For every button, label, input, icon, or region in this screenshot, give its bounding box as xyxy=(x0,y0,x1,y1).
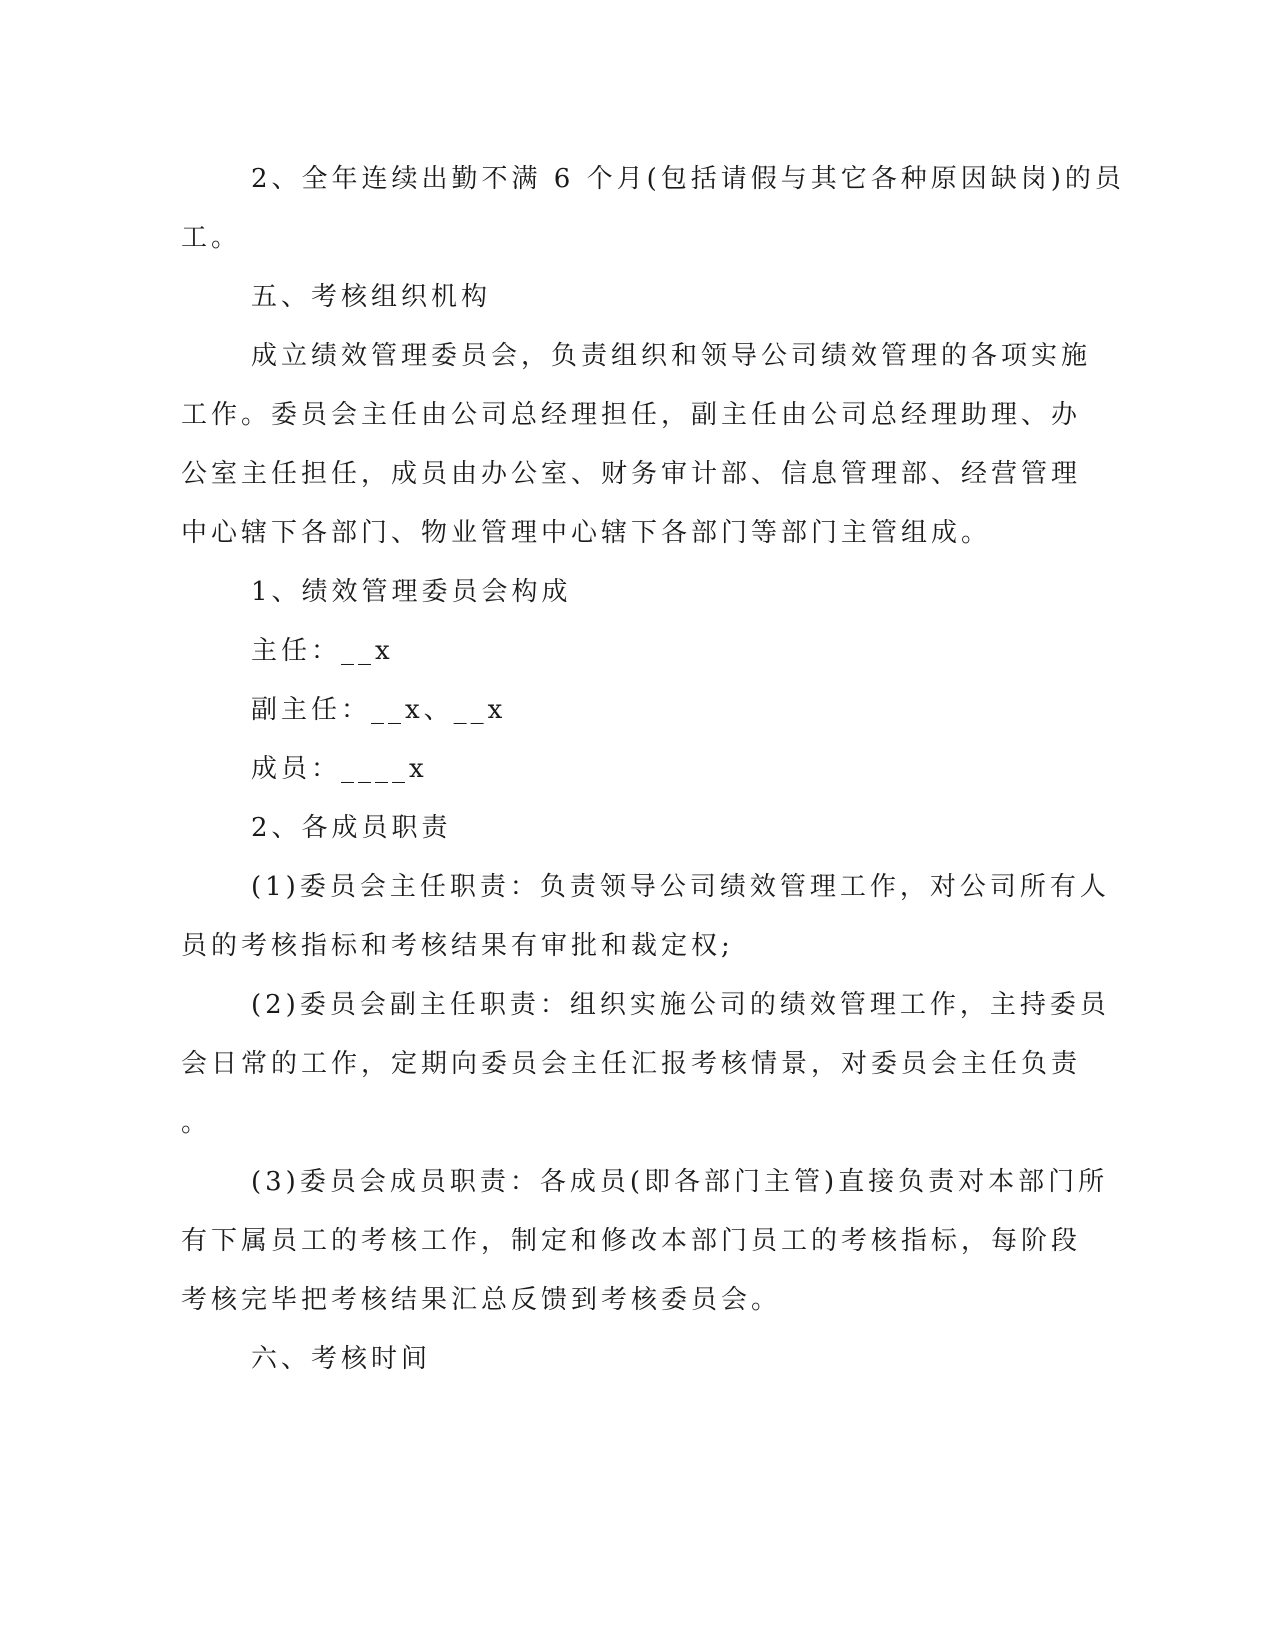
heading-text: 六、考核时间 xyxy=(251,1344,432,1374)
field-director xyxy=(181,622,1031,681)
subheading-committee-composition xyxy=(181,563,1031,622)
field-deputy-director xyxy=(181,681,1031,740)
text-line: (3)委员会成员职责：各成员(即各部门主管)直接负责对本部门所 xyxy=(251,1167,1109,1197)
text-line: 2、全年连续出勤不满 6 个月(包括请假与其它各种原因缺岗)的员 xyxy=(251,164,1125,194)
text-line: 公室主任担任，成员由办公室、财务审计部、信息管理部、经营管理 xyxy=(181,459,1082,489)
field-text: 成员：____x xyxy=(251,754,428,784)
section-heading-organization xyxy=(181,268,1031,327)
text-line: 员的考核指标和考核结果有审批和裁定权; xyxy=(181,931,734,961)
field-text: 主任：__x xyxy=(251,636,394,666)
field-members xyxy=(181,740,1031,799)
text-line: 工作。委员会主任由公司总经理担任，副主任由公司总经理助理、办 xyxy=(181,400,1082,430)
paragraph-director-duties xyxy=(181,858,1110,976)
paragraph-deputy-duties xyxy=(181,976,1110,1153)
text-line: 有下属员工的考核工作，制定和修改本部门员工的考核指标，每阶段 xyxy=(181,1226,1082,1256)
subheading-text: 2、各成员职责 xyxy=(251,813,452,843)
field-text: 副主任：__x、__x xyxy=(251,695,507,725)
document-body xyxy=(181,150,1125,1389)
subheading-member-duties xyxy=(181,799,1031,858)
text-line: (2)委员会副主任职责：组织实施公司的绩效管理工作，主持委员 xyxy=(251,990,1110,1020)
text-line: 工。 xyxy=(181,223,242,253)
text-line: 会日常的工作，定期向委员会主任汇报考核情景，对委员会主任负责 xyxy=(181,1049,1082,1079)
subheading-text: 1、绩效管理委员会构成 xyxy=(251,577,572,607)
text-line: 成立绩效管理委员会，负责组织和领导公司绩效管理的各项实施 xyxy=(251,341,1092,371)
paragraph-absence-rule xyxy=(181,150,1125,268)
heading-text: 五、考核组织机构 xyxy=(251,282,492,312)
section-heading-assessment-time xyxy=(181,1330,1031,1389)
text-line: 。 xyxy=(181,1108,212,1138)
text-line: 中心辖下各部门、物业管理中心辖下各部门等部门主管组成。 xyxy=(181,518,992,548)
paragraph-member-duties xyxy=(181,1153,1109,1330)
text-line: 考核完毕把考核结果汇总反馈到考核委员会。 xyxy=(181,1285,782,1315)
text-line: (1)委员会主任职责：负责领导公司绩效管理工作，对公司所有人 xyxy=(251,872,1110,902)
paragraph-committee-setup xyxy=(181,327,1092,563)
